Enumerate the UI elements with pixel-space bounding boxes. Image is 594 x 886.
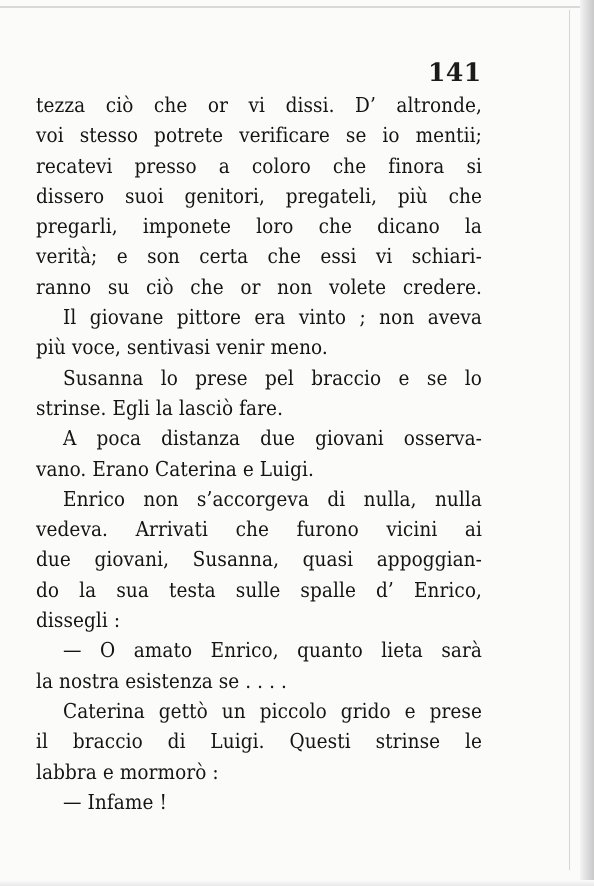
page-bottom-edge — [0, 880, 594, 886]
text-line: vedeva. Arrivati che furono vicini ai — [36, 517, 482, 542]
text-line: — Infame ! — [63, 789, 167, 814]
page-right-edge — [580, 0, 594, 886]
text-line: voi stesso potrete verificare se io mentii; — [36, 123, 482, 148]
text-line: Susanna lo prese pel braccio e se lo — [63, 365, 482, 390]
text-line: Caterina gettò un piccolo grido e prese — [63, 698, 482, 723]
text-line: labbra e mormorò : — [36, 759, 219, 784]
text-line: Enrico non s’accorgeva di nulla, nulla — [63, 486, 482, 511]
body-text — [36, 90, 482, 817]
text-line: — O amato Enrico, quanto lieta sarà — [63, 638, 482, 663]
page-right-fold-line — [569, 10, 570, 870]
page-number: 141 — [428, 58, 482, 87]
text-line: la nostra esistenza se . . . . — [36, 668, 287, 693]
text-line: dissegli : — [36, 608, 121, 633]
page-top-edge — [0, 6, 594, 8]
text-line: due giovani, Susanna, quasi appoggian- — [36, 547, 482, 572]
text-line: Il giovane pittore era vinto ; non aveva — [63, 305, 482, 330]
text-line: do la sua testa sulle spalle d’ Enrico, — [36, 577, 482, 602]
text-line: recatevi presso a coloro che finora si — [36, 153, 482, 178]
text-line: dissero suoi genitori, pregateli, più che — [36, 183, 482, 208]
text-line: strinse. Egli la lasciò fare. — [36, 395, 284, 420]
text-line: tezza ciò che or vi dissi. D’ altronde, — [36, 93, 482, 117]
text-line: ranno su ciò che or non volete credere. — [36, 274, 482, 299]
text-line: vano. Erano Caterina e Luigi. — [36, 456, 314, 481]
text-line: A poca distanza due giovani osserva- — [63, 426, 482, 451]
text-line: più voce, sentivasi venir meno. — [36, 335, 328, 360]
text-line: il braccio di Luigi. Questi strinse le — [36, 729, 482, 754]
text-line: verità; e son certa che essi vi schiari- — [36, 244, 482, 269]
text-line: pregarli, imponete loro che dicano la — [36, 214, 482, 239]
